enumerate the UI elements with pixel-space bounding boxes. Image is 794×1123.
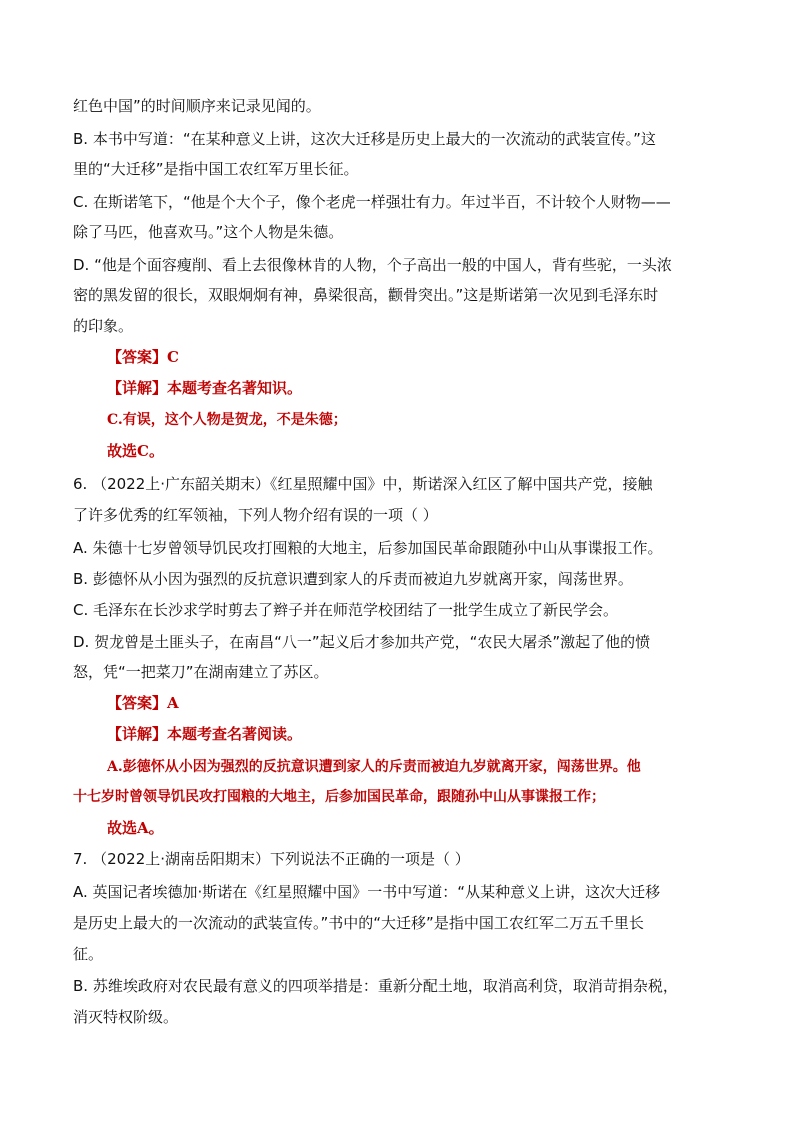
detail-text: 本题考查名著知识。 (167, 379, 303, 397)
q5-text-line: 密的黑发留的很长，双眼炯炯有神，鼻梁很高，颧骨突出。”这是斯诺第一次见到毛泽东时 (73, 286, 659, 304)
q5-explanation: C.有误，这个人物是贺龙，不是朱德； (107, 412, 347, 428)
q5-detail (107, 378, 757, 398)
q5-conclusion: 故选C。 (107, 442, 164, 460)
q6-option-a: A. 朱德十七岁曾领导饥民攻打囤粮的大地主，后参加国民革命跟随孙中山从事谍报工作。 (73, 539, 663, 557)
q5-text-line: 的印象。 (73, 317, 134, 335)
q7-option-a-cont: 是历史上最大的一次流动的武装宣传。”书中的“大迁移”是指中国工农红军二万五千里长 (73, 914, 644, 932)
q5-option-c: C. 在斯诺笔下，“他是个大个子，像个老虎一样强壮有力。年过半百，不计较个人财物—— (73, 193, 671, 211)
q5-text-line: 红色中国”的时间顺序来记录见闻的。 (73, 97, 321, 115)
q7-option-b: B. 苏维埃政府对农民最有意义的四项举措是：重新分配土地，取消高利贷，取消苛捐杂税， (73, 977, 678, 995)
q5-answer (107, 347, 757, 367)
q5-text-line: 除了马匹，他喜欢马。”这个人物是朱德。 (73, 223, 344, 241)
q6-option-c: C. 毛泽东在长沙求学时剪去了辫子并在师范学校团结了一批学生成立了新民学会。 (73, 601, 619, 619)
detail-text: 本题考查名著阅读。 (167, 725, 303, 743)
q6-stem: 6. （2022上·广东韶关期末）《红星照耀中国》中，斯诺深入红区了解中国共产党，接触 (73, 475, 653, 493)
q6-detail (107, 724, 757, 744)
detail-tag: 【详解】 (107, 725, 168, 743)
q7-option-b-cont: 消灭特权阶级。 (73, 1008, 179, 1026)
answer-value: A (167, 694, 179, 712)
q7-option-a: A. 英国记者埃德加·斯诺在《红星照耀中国》一书中写道：“从某种意义上讲，这次大迁移 (73, 883, 661, 901)
q7-option-a-cont: 征。 (73, 945, 104, 963)
detail-tag: 【详解】 (107, 379, 168, 397)
q6-explanation-cont: 十七岁时曾领导饥民攻打囤粮的大地主，后参加国民革命，跟随孙中山从事谍报工作； (73, 789, 605, 805)
q5-option-b: B. 本书中写道：“在某种意义上讲，这次大迁移是历史上最大的一次流动的武装宣传。”这 (73, 130, 656, 148)
q6-answer (107, 693, 757, 713)
answer-tag: 【答案】 (107, 348, 168, 366)
q5-option-d: D. “他是个面容瘦削、看上去很像林肯的人物，个子高出一般的中国人，背有些驼，一头浓 (73, 256, 672, 274)
q6-option-b: B. 彭德怀从小因为强烈的反抗意识遭到家人的斥责而被迫九岁就离开家，闯荡世界。 (73, 570, 633, 588)
q7-stem: 7. （2022上·湖南岳阳期末）下列说法不正确的一项是（ ） (73, 850, 470, 868)
q6-option-d-cont: 怒，凭“一把菜刀”在湖南建立了苏区。 (73, 663, 329, 681)
q6-conclusion: 故选A。 (107, 819, 164, 837)
answer-value: C (167, 348, 179, 366)
q5-text-line: 里的“大迁移”是指中国工农红军万里长征。 (73, 160, 359, 178)
q6-explanation: A.彭德怀从小因为强烈的反抗意识遭到家人的斥责而被迫九岁就离开家，闯荡世界。他 (107, 759, 641, 775)
q6-stem-cont: 了许多优秀的红军领袖，下列人物介绍有误的一项（ ） (73, 506, 438, 524)
q6-option-d: D. 贺龙曾是土匪头子，在南昌“八一”起义后才参加共产党，“农民大屠杀”激起了他的愤 (73, 633, 651, 651)
answer-tag: 【答案】 (107, 694, 168, 712)
